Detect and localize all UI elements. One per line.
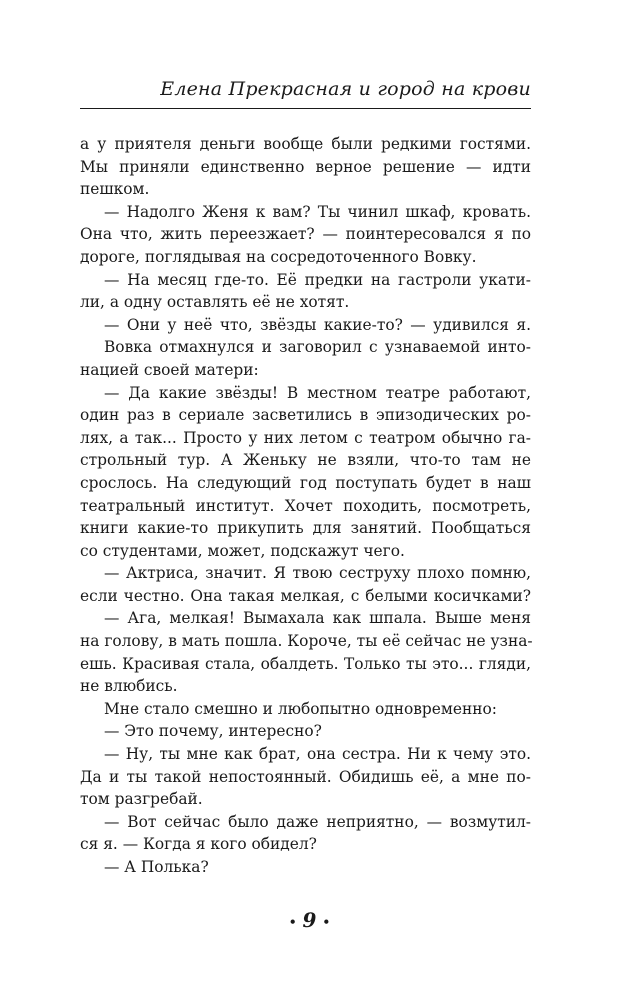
- text-line: дороге, поглядывая на сосредоточенного Вовку.: [80, 247, 477, 266]
- text-line: — Да какие звёзды! В местном театре работают,: [104, 383, 531, 402]
- text-line: — Надолго Женя к вам? Ты чинил шкаф, кровать.: [104, 202, 531, 221]
- text-line: — А Полька?: [104, 858, 209, 876]
- text-line: Вовка отмахнулся и заговорил с узнаваемой инто-: [104, 338, 531, 357]
- text-line: если честно. Она такая мелкая, с белыми косичками?: [80, 586, 531, 605]
- text-line: со студентами, может, подскажут чего.: [80, 541, 405, 560]
- text-line: один раз в сериале засветились в эпизодических ро-: [80, 406, 531, 425]
- running-header-title: Елена Прекрасная и город на крови: [160, 78, 531, 100]
- text-line: Мы приняли единственно верное решение — идти: [80, 157, 531, 176]
- header-rule: [80, 108, 531, 109]
- text-line: строльный тур. А Женьку не взяли, что-то там не: [80, 451, 531, 470]
- text-line: ся я. — Когда я кого обидел?: [80, 835, 317, 854]
- text-line: книги какие-то прикупить для занятий. Пообщаться: [80, 519, 531, 538]
- text-line: Она что, жить переезжает? — поинтересовался я по: [80, 225, 531, 244]
- text-line: — Ну, ты мне как брат, она сестра. Ни к чему это.: [104, 745, 531, 764]
- text-line: — Это почему, интересно?: [104, 722, 322, 741]
- folio-ornament-right: •: [322, 914, 331, 929]
- text-line: Да и ты такой непостоянный. Обидишь её, а мне по-: [80, 767, 531, 786]
- text-line: на голову, в мать пошла. Короче, ты её сейчас не узна-: [80, 632, 533, 651]
- text-line: — Вот сейчас было даже неприятно, — возмутил-: [104, 812, 531, 831]
- text-line: а у приятеля деньги вообще были редкими гостями.: [80, 135, 531, 153]
- text-line: театральный институт. Хочет походить, посмотреть,: [80, 496, 531, 515]
- text-line: пешком.: [80, 180, 150, 199]
- body-text: [80, 133, 531, 879]
- text-line: — На месяц где-то. Её предки на гастроли укати-: [104, 270, 531, 289]
- text-line: ешь. Красивая стала, обалдеть. Только ты это... гляди,: [80, 654, 531, 673]
- text-line: Мне стало смешно и любопытно одновременно:: [104, 699, 497, 718]
- page-number: 9: [302, 908, 317, 932]
- text-line: — Ага, мелкая! Вымахала как шпала. Выше меня: [104, 609, 531, 628]
- text-line: нацией своей матери:: [80, 360, 259, 379]
- text-line: срослось. На следующий год поступать будет в наш: [80, 473, 531, 492]
- text-line: — Они у неё что, звёзды какие-то? — удивился я.: [104, 315, 531, 334]
- folio-ornament-left: •: [288, 914, 297, 929]
- text-line: том разгребай.: [80, 790, 203, 809]
- text-line: не влюбись.: [80, 677, 178, 696]
- text-line: ли, а одну оставлять её не хотят.: [80, 293, 350, 312]
- text-line: — Актриса, значит. Я твою сеструху плохо помню,: [104, 564, 531, 583]
- page-folio: [0, 908, 619, 932]
- text-line: лях, а так... Просто у них летом с театром обычно га-: [80, 428, 531, 447]
